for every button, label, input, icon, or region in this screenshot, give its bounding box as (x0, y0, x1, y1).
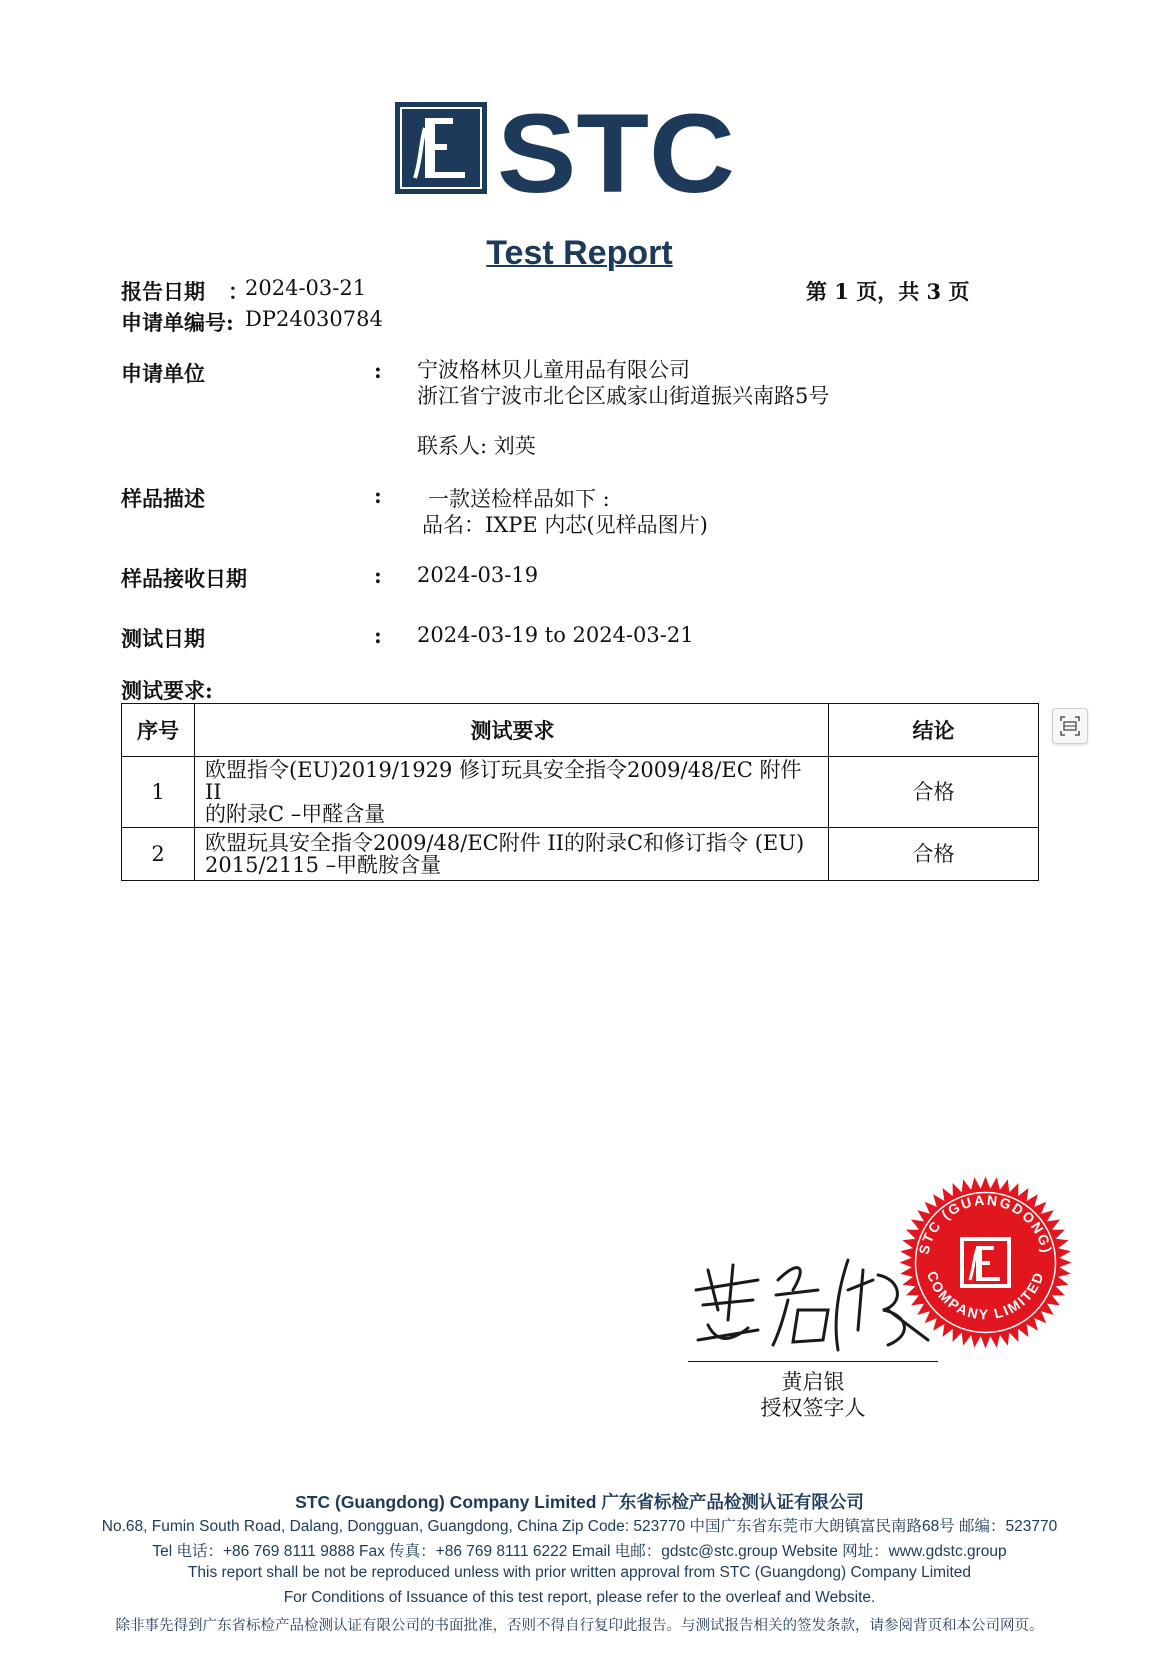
row-number: 2 (122, 828, 195, 881)
scan-button[interactable] (1052, 708, 1088, 744)
requirements-heading: 测试要求: (121, 678, 213, 703)
signature-line (688, 1361, 938, 1362)
row-requirement (195, 757, 829, 828)
table-row (122, 757, 1039, 828)
report-date-label: 报告日期 (121, 279, 205, 304)
sample-description-line2: 品名：IXPE 内芯(见样品图片) (422, 513, 708, 537)
footer-notice-conditions: For Conditions of Issuance of this test report, please refer to the overleaf and Website. (283, 1589, 876, 1606)
row-number: 1 (122, 757, 195, 828)
row-conclusion: 合格 (829, 828, 1039, 881)
application-number-value: DP24030784 (245, 307, 383, 331)
applicant-address: 浙江省宁波市北仑区戚家山街道振兴南路5号 (417, 384, 830, 408)
page-info: 第 1 页，共 3 页 (806, 279, 970, 304)
received-date-colon: : (374, 563, 382, 588)
sample-description-line1: 一款送检样品如下 : (428, 487, 610, 511)
footer-address: No.68, Fumin South Road, Dalang, Dongguan, Guangdong, China Zip Code: 523770 中国广东省东莞市大朗镇富民南路68号 邮编：523770 (101, 1518, 1058, 1535)
test-date-colon: : (374, 623, 382, 648)
sample-label: 样品描述 (121, 486, 205, 511)
applicant-colon: : (374, 358, 382, 383)
scan-icon (1053, 709, 1087, 743)
row-requirement-line1: 欧盟玩具安全指令2009/48/EC附件 II的附录C和修订指令 (EU) (205, 831, 805, 855)
table-row (122, 828, 1039, 881)
column-header-requirement: 测试要求 (195, 704, 829, 757)
footer-contacts: Tel 电话：+86 769 8111 9888 Fax 传真：+86 769 8111 6222 Email 电邮：gdstc@stc.group Website 网址：www.gdstc.group (152, 1543, 1007, 1560)
seal-text-bottom: COMPANY LIMITED (923, 1268, 1048, 1323)
applicant-label: 申请单位 (121, 361, 205, 386)
footer-company: STC (Guangdong) Company Limited 广东省标检产品检测认证有限公司 (295, 1492, 864, 1512)
footer-notice-reproduction: This report shall be not be reproduced unless with prior written approval from STC (Guangdong) Company Limited (187, 1564, 972, 1581)
report-title: Test Report (486, 234, 673, 272)
signatory-title: 授权签字人 (760, 1396, 866, 1420)
row-requirement-line1: 欧盟指令(EU)2019/1929 修订玩具安全指令2009/48/EC 附件 II (205, 758, 802, 804)
company-seal (898, 1175, 1073, 1350)
handwritten-signature (688, 1250, 933, 1360)
contact-person: 联系人: 刘英 (417, 434, 536, 458)
report-date-value: 2024-03-21 (245, 276, 367, 300)
row-requirement (195, 828, 829, 881)
requirements-table (121, 703, 1039, 881)
applicant-name: 宁波格林贝儿童用品有限公司 (417, 358, 690, 382)
table-header-row (122, 704, 1039, 757)
row-requirement-line2: 2015/2115 –甲酰胺含量 (205, 853, 442, 877)
application-number-label: 申请单编号: (121, 310, 234, 335)
report-date-colon: ： (228, 279, 249, 304)
signatory-name: 黄启银 (781, 1370, 845, 1394)
stc-logo (395, 100, 765, 205)
row-conclusion: 合格 (829, 757, 1039, 828)
sample-colon: : (374, 483, 382, 508)
seal-text-top: STC (GUANGDONG) (915, 1191, 1056, 1256)
column-header-conclusion: 结论 (829, 704, 1039, 757)
row-requirement-line2: 的附录C –甲醛含量 (205, 802, 386, 826)
test-date-label: 测试日期 (121, 626, 205, 651)
logo-text: STC (497, 100, 735, 205)
received-date-value: 2024-03-19 (417, 563, 539, 587)
column-header-number: 序号 (122, 704, 195, 757)
received-date-label: 样品接收日期 (121, 566, 247, 591)
footer-notice-chinese: 除非事先得到广东省标检产品检测认证有限公司的书面批准，否则不得自行复印此报告。与测试报告相关的签发条款，请参阅背页和本公司网页。 (115, 1618, 1044, 1634)
test-date-value: 2024-03-19 to 2024-03-21 (417, 623, 694, 647)
